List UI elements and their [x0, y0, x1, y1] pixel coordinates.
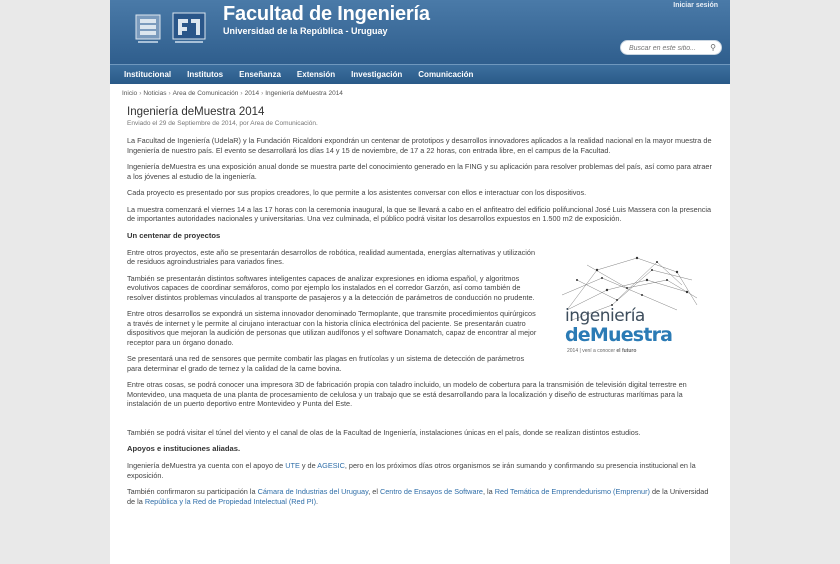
text: Ingeniería deMuestra ya cuenta con el apoyo de: [127, 461, 286, 470]
text: También confirmaron su participación la: [127, 487, 258, 496]
fing-logo[interactable]: [172, 9, 206, 47]
nav-item-extension[interactable]: Extensión: [296, 70, 336, 79]
breadcrumb-item-area[interactable]: Area de Comunicación: [172, 90, 239, 97]
breadcrumb-item-current: Ingeniería deMuestra 2014: [265, 90, 343, 97]
search-icon[interactable]: ⚲: [710, 43, 716, 52]
paragraph: Se presentará una red de sensores que permite combatir las plagas en frutícolas y un sistema de detección de parámetros para determinar el grado de ternez y la calidad de la carne bovina.: [127, 354, 525, 373]
breadcrumb-separator: ›: [139, 90, 142, 97]
udelar-logo[interactable]: [134, 9, 162, 47]
nav-item-institutos[interactable]: Institutos: [187, 70, 224, 79]
paragraph: Entre otros proyectos, este año se presentarán desarrollos de robótica, realidad aumentada, energías alternativas y utilización de residuos agroindustriales para variados fines.: [127, 247, 536, 266]
breadcrumb: [110, 84, 730, 97]
demuestra-promo-image: [547, 250, 703, 372]
breadcrumb-separator: ›: [168, 90, 171, 97]
section-heading: Apoyos e instituciones aliadas.: [127, 444, 241, 453]
paragraph: [127, 461, 713, 480]
promo-brand-bottom: deMuestra: [565, 323, 673, 346]
breadcrumb-separator: ›: [240, 90, 243, 97]
text: .: [316, 496, 319, 506]
link-red-pi[interactable]: República y la Red de Propiedad Intelectual (Red PI): [144, 496, 317, 506]
link-emprenur[interactable]: Red Temática de Emprendedurismo (Emprenur): [494, 487, 650, 496]
promo-tagline-text: | vení a conocer: [579, 347, 617, 354]
search-input[interactable]: [629, 43, 705, 53]
link-ute[interactable]: UTE: [285, 461, 300, 470]
site-title[interactable]: Facultad de Ingeniería: [223, 3, 430, 25]
paragraph: Cada proyecto es presentado por sus propios creadores, lo que permite a los asistentes conversar con ellos e interactuar con los dispositivos.: [127, 188, 587, 197]
nav-item-investigacion[interactable]: Investigación: [351, 70, 403, 79]
search-box: [620, 40, 722, 55]
breadcrumb-separator: ›: [261, 90, 264, 97]
promo-tagline-year: 2014: [567, 347, 579, 354]
login-link[interactable]: Iniciar sesión: [673, 2, 718, 9]
link-agesic[interactable]: AGESIC: [317, 461, 345, 470]
main-nav: [110, 64, 730, 84]
paragraph: También se podrá visitar el túnel del viento y el canal de olas de la Facultad de Ingeniería, instalaciones únicas en el país, donde se realizan distintos estudios.: [127, 427, 641, 437]
breadcrumb-item-noticias[interactable]: Noticias: [143, 90, 167, 97]
article-title: Ingeniería deMuestra 2014: [127, 106, 265, 118]
paragraph: La Facultad de Ingeniería (UdelaR) y la Fundación Ricaldoni expondrán un centenar de prototipos y desarrollos innovadores aplicados a la realidad nacional en la mayor muestra de Ingeniería de nuestro país. El evento se desarrollará los días 14 y 15 de noviembre, de 17 a 22 horas, con entrada libre, en el campus de la Facultad.: [127, 136, 712, 155]
promo-tagline-emph: el futuro: [616, 347, 637, 354]
text: de la Universidad de la: [127, 487, 709, 506]
page: [110, 0, 730, 564]
breadcrumb-item-year[interactable]: 2014: [244, 90, 260, 97]
link-centro-ensayos[interactable]: Centro de Ensayos de Software: [379, 487, 483, 496]
text: , pero en los próximos días otros organismos se irán sumando y confirmando su presencia institucional en la exposición.: [127, 461, 696, 480]
section-heading: Un centenar de proyectos: [127, 230, 221, 240]
text: y de: [299, 461, 318, 470]
article: [110, 97, 730, 506]
link-camara-industrias[interactable]: Cámara de Industrias del Uruguay: [257, 487, 369, 496]
article-meta: Enviado el 29 de Septiembre de 2014, por Area de Comunicación.: [127, 120, 318, 127]
paragraph: Entre otras cosas, se podrá conocer una impresora 3D de fabricación propia con taladro incluido, un modelo de cobertura para la transmisión de televisión digital terrestre en Montevideo, una maqueta de una planta de procesamiento de celulosa y un trabajo que se está desarrollando para la localización y diseño de estructuras marítimas para la instalación de un puerto deportivo entre Montevideo y Punta del Este.: [127, 380, 687, 408]
promo-brand-top: ingeniería: [565, 305, 645, 326]
site-header: [110, 0, 730, 64]
paragraph: También se presentarán distintos softwares inteligentes capaces de analizar expresiones en idioma español, y algoritmos evolutivos capaces de coordinar semáforos, como por ejemplo los instalados en el corredor Garzón, así como también de resolver distintos problemas vinculados al transporte de pasajeros y a la detección de parámetros de conducción no prudente.: [127, 273, 535, 302]
breadcrumb-item-inicio[interactable]: Inicio: [122, 90, 138, 97]
paragraph: Ingeniería deMuestra es una exposición anual donde se muestra parte del conocimiento generado en la FING y su aplicación para resolver problemas del país, así como para atraer a los jóvenes al estudio de la ingeniería.: [127, 162, 712, 181]
paragraph: La muestra comenzará el viernes 14 a las 17 horas con la ceremonia inaugural, la que se llevará a cabo en el anfiteatro del edificio polifuncional José Luis Massera con la presencia de importantes autoridades nacionales y universitarias. Una vez culminada, el público podrá visitar los desarrollos expuestos en 1.500 m2 de exposición.: [127, 204, 712, 223]
spacer: [127, 416, 713, 428]
nav-item-institucional[interactable]: Institucional: [124, 70, 172, 79]
paragraph: Entre otros desarrollos se expondrá un sistema innovador denominado Termoplante, que transmite procedimientos quirúrgicos a través de internet y le permite al cirujano interactuar con la historia clínica electrónica del paciente. Se presentarán cuatro dispositivos que mejoran la audición de personas que utilizan audífonos y el software Donamatch, capaz de encontrar al mejor receptor para un órgano donado.: [127, 309, 537, 347]
text: , la: [483, 487, 495, 496]
text: , el: [368, 487, 380, 496]
promo-tagline: [567, 348, 636, 354]
nav-item-ensenanza[interactable]: Enseñanza: [239, 70, 281, 79]
site-subtitle[interactable]: Universidad de la República - Uruguay: [223, 26, 388, 36]
nav-item-comunicacion[interactable]: Comunicación: [418, 70, 474, 79]
paragraph: [127, 487, 713, 506]
